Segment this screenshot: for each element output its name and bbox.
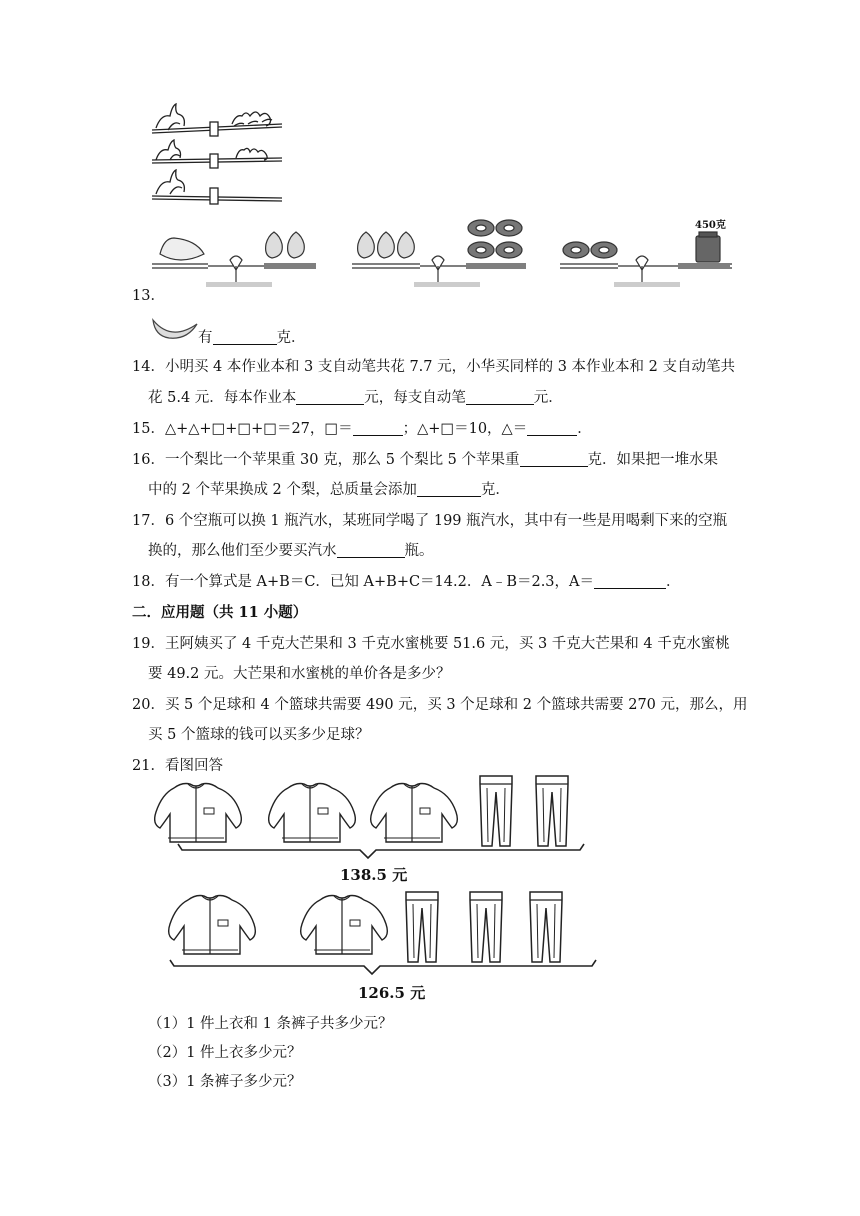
q16-blank-2[interactable]: [417, 482, 481, 497]
q15-blank-2[interactable]: [527, 421, 577, 436]
q14-text-2b: 元，每支自动笔: [364, 390, 466, 406]
q14-line2: [148, 388, 563, 408]
q15-text-b: ；△+□＝10，△＝: [402, 421, 528, 437]
q21-sub1: （1）1 件上衣和 1 条裤子共多少元？: [148, 1016, 393, 1032]
q13-text-a: 有: [198, 330, 213, 346]
price-label-bottom: 126.5 元: [358, 984, 426, 1002]
q14-line1: [132, 357, 735, 377]
q21-number: 21．: [132, 758, 165, 774]
q15-text-c: ．: [577, 421, 592, 437]
q16-text-2b: 克．: [480, 482, 510, 498]
q18-blank[interactable]: [594, 574, 666, 589]
q15-number: 15．: [132, 421, 165, 437]
q15-line: [132, 419, 592, 439]
q17-line2: [148, 541, 434, 561]
q16-text-1a: 一个梨比一个苹果重 30 克，那么 5 个梨比 5 个苹果重: [164, 452, 520, 468]
q18-text-b: ．: [666, 574, 681, 590]
q17-text-2a: 换的，那么他们至少要买汽水: [148, 543, 337, 559]
q14-number: 14．: [132, 359, 165, 375]
q18-text-a: 有一个算式是 A+B＝C．已知 A+B+C＝14.2．A﹣B＝2.3，A＝: [164, 574, 595, 590]
q18-number: 18．: [132, 574, 165, 590]
q13-blank[interactable]: [213, 330, 277, 345]
q20-line2: 买 5 个篮球的钱可以买多少足球？: [148, 727, 370, 743]
q14-text-1: 小明买 4 本作业本和 3 支自动笔共花 7.7 元，小华买同样的 3 本作业本和 2 支自动笔共: [164, 359, 736, 375]
section-heading: 二．应用题（共 11 小题）: [132, 604, 308, 621]
banana-icon: [150, 312, 200, 342]
q20-text-1: 买 5 个足球和 4 个篮球共需要 490 元，买 3 个足球和 2 个篮球共需要 270 元，那么，用: [164, 697, 748, 713]
scale-weight-label: 450克: [695, 220, 726, 231]
q19-number: 19．: [132, 636, 165, 652]
q19-text-1: 王阿姨买了 4 千克大芒果和 3 千克水蜜桃要 51.6 元，买 3 千克大芒果和 4 千克水蜜桃: [164, 636, 730, 652]
q19-line1: [132, 634, 730, 654]
q15-blank-1[interactable]: [353, 421, 403, 436]
clothing-price-figure: [150, 772, 620, 1008]
q16-text-1b: 克．如果把一堆水果: [587, 452, 719, 468]
fruit-balance-figure: [148, 214, 738, 294]
q16-text-2a: 中的 2 个苹果换成 2 个梨，总质量会添加: [148, 482, 417, 498]
q21-sub3: （3）1 条裤子多少元？: [148, 1074, 302, 1090]
q18-line: [132, 572, 681, 592]
q16-blank-1[interactable]: [520, 452, 588, 467]
q16-line2: [148, 480, 510, 500]
q20-line1: [132, 695, 748, 715]
q16-number: 16．: [132, 452, 165, 468]
animal-balance-figure: [148, 100, 288, 212]
q14-text-2a: 花 5.4 元．每本作业本: [148, 390, 297, 406]
q15-text-a: △+△+□+□+□＝27，□＝: [164, 421, 353, 437]
q17-number: 17．: [132, 513, 165, 529]
q17-blank[interactable]: [337, 543, 405, 558]
q21-text: 看图回答: [164, 758, 223, 774]
q21-sub2: （2）1 件上衣多少元？: [148, 1045, 302, 1061]
q14-blank-1[interactable]: [296, 390, 364, 405]
q14-blank-2[interactable]: [466, 390, 534, 405]
q17-text-2b: 瓶。: [404, 543, 434, 559]
q19-line2: 要 49.2 元。大芒果和水蜜桃的单价各是多少？: [148, 666, 451, 682]
q17-line1: [132, 511, 727, 531]
q13-number: 13．: [132, 288, 165, 304]
q14-text-2c: 元．: [533, 390, 563, 406]
q16-line1: [132, 450, 718, 470]
price-label-top: 138.5 元: [340, 866, 408, 884]
q20-number: 20．: [132, 697, 165, 713]
q13-text: [198, 328, 306, 348]
q13-text-b: 克．: [276, 330, 306, 346]
q17-text-1: 6 个空瓶可以换 1 瓶汽水，某班同学喝了 199 瓶汽水，其中有一些是用喝剩下来的空瓶: [164, 513, 728, 529]
